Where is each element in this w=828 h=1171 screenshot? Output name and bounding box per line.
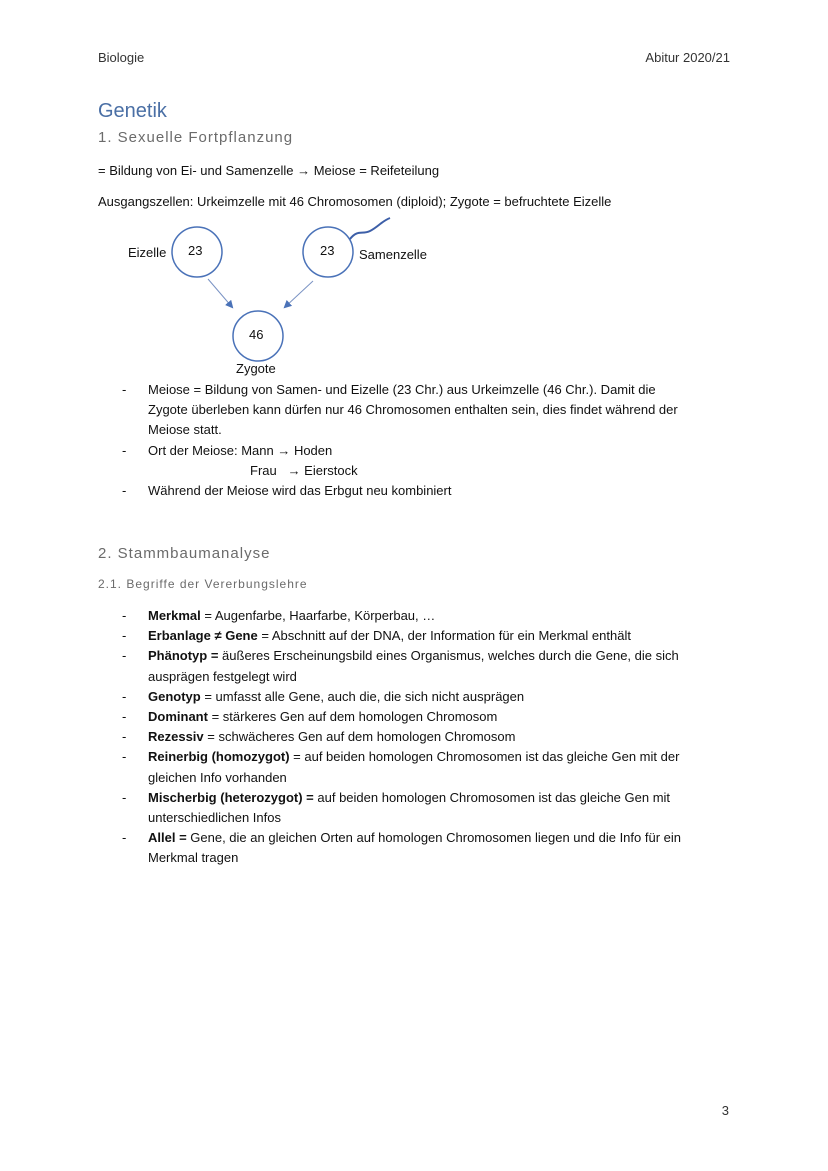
egg-chromosome-count: 23: [188, 243, 203, 258]
section-2-1-heading: 2.1. Begriffe der Vererbungslehre: [98, 577, 308, 591]
sperm-tail-icon: [350, 218, 390, 239]
list-item: - Ort der Meiose: Mann → Hoden: [122, 442, 333, 458]
arrow-sperm-to-zygote: [285, 281, 313, 307]
section-1-heading: 1. Sexuelle Fortpflanzung: [98, 129, 294, 146]
zygote-chromosome-count: 46: [249, 327, 264, 342]
egg-cell-label: Eizelle: [128, 245, 167, 260]
list-item: - Genotyp = umfasst alle Gene, auch die, die sich nicht ausprägen: [122, 688, 525, 704]
list-item-continuation: unterschiedlichen Infos: [148, 810, 281, 826]
list-item: - Phänotyp = äußeres Erscheinungsbild eines Organismus, welches durch die Gene, die sich: [122, 648, 679, 664]
page-title: Genetik: [98, 100, 167, 122]
header-course: Abitur 2020/21: [645, 50, 730, 65]
sperm-chromosome-count: 23: [320, 243, 335, 258]
header-subject: Biologie: [98, 50, 145, 65]
list-item: - Meiose = Bildung von Samen- und Eizelle (23 Chr.) aus Urkeimzelle (46 Chr.). Damit die: [122, 382, 656, 397]
list-item: - Mischerbig (heterozygot) = auf beiden homologen Chromosomen ist das gleiche Gen mit: [122, 789, 671, 805]
list-item: - Rezessiv = schwächeres Gen auf dem homologen Chromosom: [122, 729, 516, 745]
list-item: - Reinerbig (homozygot) = auf beiden homologen Chromosomen ist das gleiche Gen mit der: [122, 749, 680, 765]
fertilization-diagram-graphic: [110, 215, 450, 385]
list-item-continuation: ausprägen festgelegt wird: [148, 668, 297, 684]
list-item: - Während der Meiose wird das Erbgut neu kombiniert: [122, 483, 452, 499]
genetics-terms-list: [98, 606, 738, 869]
page-number: 3: [721, 1103, 729, 1118]
list-item-continuation: Merkmal tragen: [148, 850, 239, 866]
list-item-continuation: gleichen Info vorhanden: [148, 769, 287, 785]
list-item-continuation: Zygote überleben kann dürfen nur 46 Chromosomen enthalten sein, dies findet während der: [148, 402, 678, 418]
list-item: - Erbanlage ≠ Gene = Abschnitt auf der DNA, der Information für ein Merkmal enthält: [122, 628, 631, 644]
list-item-continuation: Frau → Eierstock: [250, 462, 358, 478]
list-item: - Merkmal = Augenfarbe, Haarfarbe, Körperbau, …: [122, 608, 436, 623]
list-item: - Allel = Gene, die an gleichen Orten auf homologen Chromosomen liegen und die Info für ein: [122, 830, 681, 846]
section-1-definition: = Bildung von Ei- und Samenzelle → Meiose = Reifeteilung: [98, 163, 440, 178]
sperm-cell-label: Samenzelle: [359, 247, 427, 262]
meiosis-bullet-list: [98, 380, 738, 501]
fertilization-diagram: [110, 215, 450, 385]
arrow-egg-to-zygote: [208, 279, 232, 307]
list-item: - Dominant = stärkeres Gen auf dem homologen Chromosom: [122, 709, 498, 725]
section-2-heading: 2. Stammbaumanalyse: [98, 545, 271, 562]
list-item-continuation: Meiose statt.: [148, 422, 222, 438]
section-1-starting-cells: Ausgangszellen: Urkeimzelle mit 46 Chromosomen (diploid); Zygote = befruchtete Eizelle: [98, 194, 612, 209]
zygote-label: Zygote: [236, 361, 276, 376]
